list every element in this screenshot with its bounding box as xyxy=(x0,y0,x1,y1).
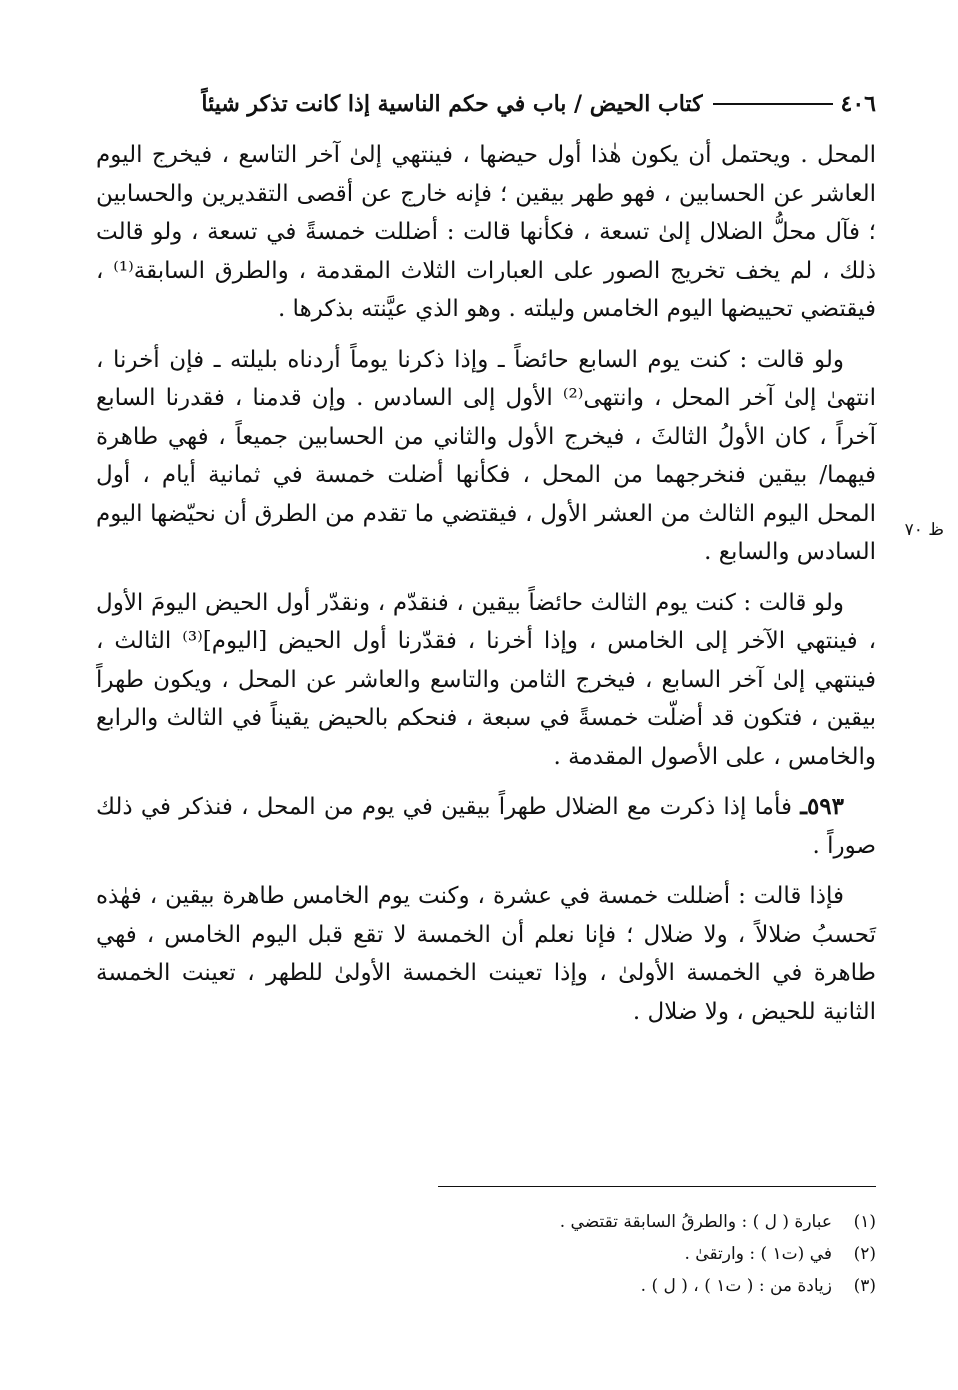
footnote-number: (٣) xyxy=(853,1276,876,1296)
manuscript-folio-marker: ظ ٧٠ xyxy=(904,520,944,540)
footnote-separator xyxy=(438,1186,876,1187)
paragraph-1: المحل . ويحتمل أن يكون هٰذا أول حيضها ، فينتهي إلىٰ آخر التاسع ، فيخرج اليوم العاشر عن الحسابين ، فهو طهر بيقين ؛ فإنه خارج عن أقصى التقديرين والحسابين ؛ فآل محلُّ الضلال إلىٰ تسعة ، فكأنها قالت : أضللت خمسةً في تسعة ، ولو قالت ذلك ، لم يخف تخريج الصور على العبارات الثلاث المقدمة ، والطرق السابقة⁽¹⁾ ، فيقتضي تحييضها اليوم الخامس وليلته . وهو الذي عيَّنته بذكرها . xyxy=(96,142,876,322)
running-header xyxy=(96,84,876,124)
footnote-text: زيادة من : ( ت١ ) ، ( ل ) . xyxy=(640,1276,832,1296)
footnote-text: في (ت١ ) : وارتقىٰ . xyxy=(684,1244,832,1264)
footnote-number: (١) xyxy=(853,1212,876,1232)
paragraph-2: ولو قالت : كنت يوم السابع حائضاً ـ وإذا ذكرنا يوماً أردناه بليلته ـ فإن أخرنا ، انتهىٰ إلىٰ آخر المحل ، وانتهى⁽²⁾ الأول إلى السادس . وإن قدمنا ، فقدرنا السابع آخراً ، كان الأولُ الثالثَ ، فيخرج الأول والثاني من الحسابين جميعاً ، فهي طاهرة فيهما/ بيقين فنخرجهما من المحل ، فكأنها أضلت خمسة في ثمانية أيام ، أول المحل اليوم الثالث من العشر الأول ، فيقتضي ما تقدم من الطرق أن نحيّضها اليوم السادس والسابع . xyxy=(96,346,877,565)
paragraph-3: ولو قالت : كنت يوم الثالث حائضاً بيقين ، فنقدّم ، ونقدّر أول الحيض اليومَ الأول ، فينتهي الآخر إلى الخامس ، وإذا أخرنا ، فقدّرنا أول الحيض [اليوم]⁽³⁾ الثالث ، فينتهي إلىٰ آخر السابع ، فيخرج الثامن والتاسع والعاشر عن المحل ، ويكون طهراً بيقين ، فتكون قد أضلّت خمسةً في سبعة ، فنحكم بالحيض يقيناً في الثالث والرابع والخامس ، على الأصول المقدمة . xyxy=(96,589,876,770)
footnote xyxy=(96,1238,876,1270)
footnote-number: (٢) xyxy=(853,1244,876,1264)
paragraph-4-text: فأما إذا ذكرت مع الضلال طهراً بيقين في يوم من المحل ، فنذكر في ذلك صوراً . xyxy=(96,794,876,859)
paragraph-5: فإذا قالت : أضللت خمسة في عشرة ، وكنت يوم الخامس طاهرة بيقين ، فهٰذه تَحسبُ ضلالاً ، ولا ضلال ؛ فإنا نعلم أن الخمسة لا تقع قبل اليوم الخامس ، فهي طاهرة في الخمسة الأولىٰ ، وإذا تعينت الخمسة الأولىٰ للطهر ، تعينت الخمسة الثانية للحيض ، ولا ضلال . xyxy=(96,883,876,1025)
section-number: ٥٩٣ـ xyxy=(800,793,844,820)
header-rule xyxy=(713,103,833,105)
footnote xyxy=(96,1206,876,1238)
footnote xyxy=(96,1270,876,1302)
running-title: كتاب الحيض / باب في حكم الناسية إذا كانت تذكر شيئاً xyxy=(201,91,703,117)
main-text xyxy=(96,136,876,1043)
footnotes xyxy=(96,1206,876,1302)
paragraph-4 xyxy=(96,788,876,865)
page-number: ٤٠٦ xyxy=(840,91,876,117)
footnote-text: عبارة ( ل ) : والطرقُ السابقة تقتضي . xyxy=(559,1212,832,1232)
